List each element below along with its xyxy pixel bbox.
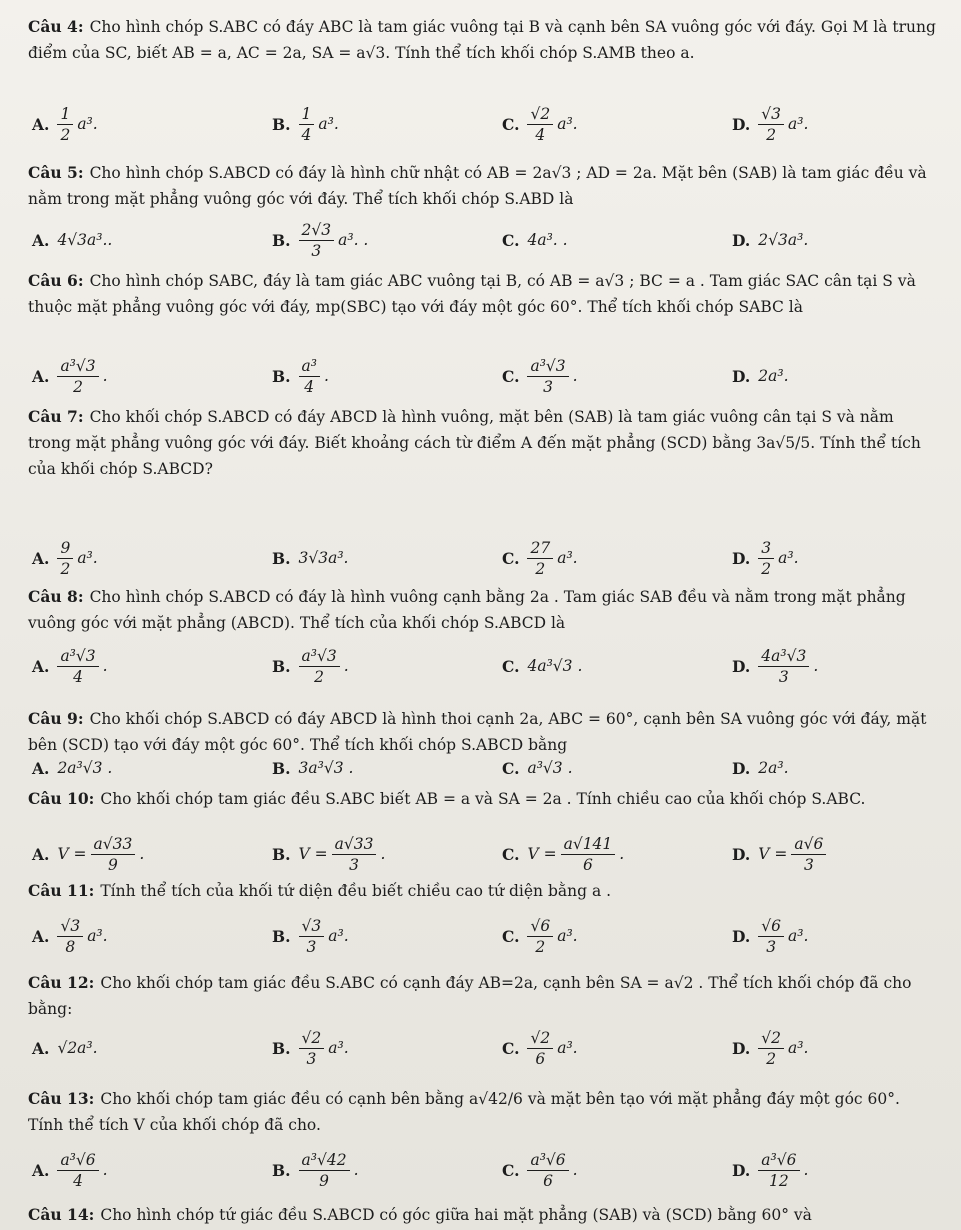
option-d[interactable]: D. $\frac{√3}{2}$ a³.: [732, 104, 809, 144]
question-number: Câu 4:: [28, 17, 84, 36]
options-q12: [32, 1022, 939, 1074]
options-q6: [32, 350, 939, 402]
option-c[interactable]: C. a³√3 .: [502, 758, 573, 778]
question-8: [28, 584, 939, 636]
options-q7: [32, 532, 939, 584]
option-d[interactable]: D. 2a³.: [732, 366, 789, 386]
question-5: [28, 160, 939, 212]
option-b[interactable]: B. $\frac{\text{a³√42}}{9}$ .: [272, 1150, 359, 1190]
option-b[interactable]: B. $\frac{\text{a³}}{4}$ .: [272, 356, 329, 396]
option-d[interactable]: D. $\frac{\text{a³√6}}{12}$ .: [732, 1150, 809, 1190]
option-c[interactable]: C. $\frac{√6}{2}$ a³.: [502, 916, 578, 956]
question-text: Cho khối chóp tam giác đều S.ABC có cạnh đáy AB=2a, cạnh bên SA = a√2 . Thể tích khối chóp đã cho bằng:: [28, 974, 912, 1018]
option-c[interactable]: C. $\frac{27}{2}$ a³.: [502, 538, 578, 578]
option-a[interactable]: A. $\frac{9}{2}$ a³.: [32, 538, 98, 578]
option-a[interactable]: A. $\frac{√3}{8}$ a³.: [32, 916, 108, 956]
question-text: Cho khối chóp S.ABCD có đáy ABCD là hình vuông, mặt bên (SAB) là tam giác vuông cân tại S và nằm trong mặt phẳng vuông góc với đáy. Biết khoảng cách từ điểm A đến mặt phẳng (SCD) bằng 3a√5/5. Tính thể tích của khối chóp S.ABCD?: [28, 408, 921, 478]
option-c[interactable]: C. $\frac{√2}{4}$ a³.: [502, 104, 578, 144]
option-b[interactable]: B. $\frac{\text{a³√3}}{2}$ .: [272, 646, 349, 686]
question-7: [28, 404, 939, 482]
question-number: Câu 14:: [28, 1205, 95, 1224]
option-a[interactable]: A. 2a³√3 .: [32, 758, 113, 778]
question-14: [28, 1202, 939, 1228]
option-b[interactable]: B. $\frac{√3}{3}$ a³.: [272, 916, 349, 956]
option-a[interactable]: A. $\frac{\text{a³√3}}{4}$ .: [32, 646, 108, 686]
options-q5: [32, 214, 939, 266]
option-a[interactable]: A. V = $\frac{a√33}{9}$ .: [32, 834, 145, 874]
options-q13: [32, 1144, 939, 1196]
question-12: [28, 970, 939, 1022]
option-a[interactable]: A. $\frac{\text{a³√3}}{2}$ .: [32, 356, 108, 396]
option-b[interactable]: B. V = $\frac{a√33}{3}$ .: [272, 834, 386, 874]
option-c[interactable]: C. 4a³. .: [502, 230, 568, 250]
question-text: Cho khối chóp tam giác đều S.ABC biết AB = a và SA = 2a . Tính chiều cao của khối chóp S.ABC.: [100, 790, 866, 808]
option-b[interactable]: B. $\frac{2√3}{3}$ a³. .: [272, 220, 369, 260]
option-a[interactable]: A. $\frac{\text{a³√6}}{4}$ .: [32, 1150, 108, 1190]
question-text: Cho hình chóp S.ABCD có đáy là hình vuông cạnh bằng 2a . Tam giác SAB đều và nằm trong mặt phẳng vuông góc với mặt phẳng (ABCD). Thể tích của khối chóp S.ABCD là: [28, 588, 906, 632]
option-d[interactable]: D. $\frac{√2}{2}$ a³.: [732, 1028, 809, 1068]
question-number: Câu 9:: [28, 709, 84, 728]
question-number: Câu 8:: [28, 587, 84, 606]
question-text: Cho hình chóp SABC, đáy là tam giác ABC vuông tại B, có AB = a√3 ; BC = a . Tam giác SAC cân tại S và thuộc mặt phẳng vuông góc với đáy, mp(SBC) tạo với đáy một góc 60°. Thể tích khối chóp SABC là: [28, 272, 916, 316]
option-b[interactable]: B. 3√3a³.: [272, 548, 349, 568]
question-text: Cho hình chóp tứ giác đều S.ABCD có góc giữa hai mặt phẳng (SAB) và (SCD) bằng 60° và: [100, 1206, 812, 1224]
question-number: Câu 12:: [28, 973, 95, 992]
question-13: [28, 1086, 939, 1138]
question-number: Câu 7:: [28, 407, 84, 426]
option-a[interactable]: A. 4√3a³..: [32, 230, 113, 250]
option-d[interactable]: D. 2a³.: [732, 758, 789, 778]
option-c[interactable]: C. $\frac{√2}{6}$ a³.: [502, 1028, 578, 1068]
options-q8: [32, 640, 939, 692]
question-4: [28, 14, 939, 66]
question-text: Cho hình chóp S.ABCD có đáy là hình chữ nhật có AB = 2a√3 ; AD = 2a. Mặt bên (SAB) là tam giác đều và nằm trong mặt phẳng vuông góc với đáy. Thể tích khối chóp S.ABD là: [28, 164, 927, 208]
option-c[interactable]: C. 4a³√3 .: [502, 656, 583, 676]
question-11: [28, 878, 939, 904]
question-number: Câu 11:: [28, 881, 95, 900]
question-10: [28, 786, 939, 812]
question-6: [28, 268, 939, 320]
question-text: Cho hình chóp S.ABC có đáy ABC là tam giác vuông tại B và cạnh bên SA vuông góc với đáy. Gọi M là trung điểm của SC, biết AB = a, AC = 2a, SA = a√3. Tính thể tích khối chóp S.AMB theo a.: [28, 18, 936, 62]
option-d[interactable]: D. V = $\frac{a√6}{3}$: [732, 834, 961, 875]
options-q4: [32, 98, 939, 150]
option-d[interactable]: D. $\frac{3}{2}$ a³.: [732, 538, 799, 578]
question-number: Câu 6:: [28, 271, 84, 290]
option-d[interactable]: D. 2√3a³.: [732, 230, 809, 250]
question-text: Cho khối chóp S.ABCD có đáy ABCD là hình thoi cạnh 2a, ABC = 60°, cạnh bên SA vuông góc với đáy, mặt bên (SCD) tạo với đáy một góc 60°. Thể tích khối chóp S.ABCD bằng: [28, 710, 927, 754]
option-c[interactable]: C. $\frac{\text{a³√3}}{3}$ .: [502, 356, 578, 396]
option-d[interactable]: D. $\frac{\text{4a³√3}}{3}$ .: [732, 646, 819, 686]
options-q10: [32, 828, 939, 880]
question-number: Câu 5:: [28, 163, 84, 182]
option-c[interactable]: C. V = $\frac{a√141}{6}$ .: [502, 834, 625, 874]
option-b[interactable]: B. $\frac{√2}{3}$ a³.: [272, 1028, 349, 1068]
options-q11: [32, 910, 939, 962]
option-b[interactable]: B. 3a³√3 .: [272, 758, 354, 778]
question-number: Câu 10:: [28, 789, 95, 808]
option-a[interactable]: A. √2a³.: [32, 1038, 98, 1058]
question-text: Cho khối chóp tam giác đều có cạnh bên bằng a√42/6 và mặt bên tạo với mặt phẳng đáy một góc 60°. Tính thể tích V của khối chóp đã cho.: [28, 1090, 900, 1134]
option-c[interactable]: C. $\frac{\text{a³√6}}{6}$ .: [502, 1150, 578, 1190]
option-d[interactable]: D. $\frac{√6}{3}$ a³.: [732, 916, 809, 956]
option-a[interactable]: A. $\frac{1}{2}$ a³.: [32, 104, 98, 144]
option-b[interactable]: B. $\frac{1}{4}$ a³.: [272, 104, 339, 144]
question-number: Câu 13:: [28, 1089, 95, 1108]
question-text: Tính thể tích của khối tứ diện đều biết chiều cao tứ diện bằng a .: [100, 882, 612, 900]
